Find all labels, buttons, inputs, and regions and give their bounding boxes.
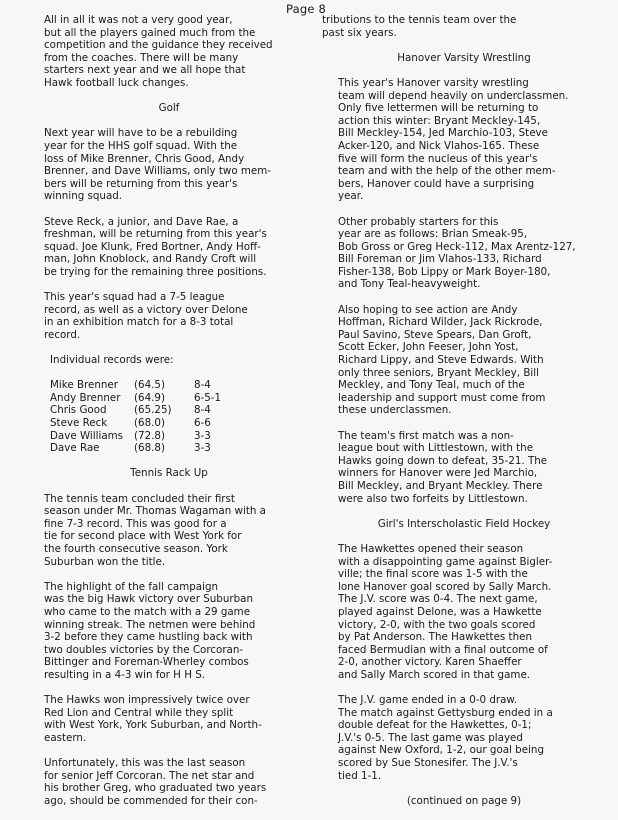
- text-line: This year's squad had a 7-5 league: [44, 291, 225, 304]
- text-line: Brenner, and Dave Williams, only two mem-: [44, 165, 272, 178]
- page-number: Page 8: [286, 2, 327, 16]
- text-line: Red Lion and Central while they split: [44, 706, 234, 719]
- text-line: Steve Reck, a junior, and Dave Rae, a: [44, 215, 239, 228]
- wrestling-paragraph-2: [322, 216, 606, 292]
- text-line: be trying for the remaining three positions.: [44, 265, 267, 278]
- text-line: by Pat Anderson. The Hawkettes then: [338, 631, 532, 644]
- text-line: past six years.: [322, 26, 397, 39]
- text-line: tie for second place with West York for: [44, 530, 242, 543]
- text-line: with a disappointing game against Bigler-: [338, 555, 553, 568]
- text-line: Also hoping to see action are Andy: [338, 303, 518, 316]
- wrestling-heading: Hanover Varsity Wrestling: [397, 51, 531, 64]
- text-line: played against Delone, was a Hawkette: [338, 605, 542, 618]
- text-line: victory, 2-0, with the two goals scored: [338, 618, 536, 631]
- text-line: season under Mr. Thomas Wagaman with a: [44, 505, 266, 518]
- text-line: Hawks going down to defeat, 35-21. The: [338, 454, 548, 467]
- average: (64.5): [134, 379, 165, 392]
- text-line: The highlight of the fall campaign: [44, 580, 219, 593]
- text-line: man, John Knoblock, and Randy Croft will: [44, 253, 257, 266]
- text-line: from the coaches. There will be many: [44, 51, 239, 64]
- text-line: Bill Meckley-154, Jed Marchio-103, Steve: [338, 127, 548, 140]
- text-line: the fourth consecutive season. York: [44, 542, 228, 555]
- text-line: year.: [338, 190, 364, 203]
- text-line: resulting in a 4-3 win for H H S.: [44, 668, 206, 681]
- text-line: winning streak. The netmen were behind: [44, 618, 256, 631]
- text-line: tributions to the tennis team over the: [322, 14, 517, 26]
- text-line: lone Hanover goal scored by Sally March.: [338, 580, 552, 593]
- wrestling-paragraph-1: [322, 77, 606, 203]
- text-line: winners for Hanover were Jed Marchio,: [338, 467, 538, 480]
- text-line: squad. Joe Klunk, Fred Bortner, Andy Hoff-: [44, 240, 261, 253]
- text-line: scored by Sue Stonesifer. The J.V.'s: [338, 757, 518, 770]
- text-line: Bob Gross or Greg Heck-112, Max Arentz-127,: [338, 240, 576, 253]
- player-name: Steve Reck: [50, 417, 108, 429]
- tennis-continuation: [322, 14, 606, 39]
- text-line: ville; the final score was 1-5 with the: [338, 568, 528, 581]
- average: (72.8): [134, 429, 165, 442]
- text-line: Paul Savino, Steve Spears, Dan Groft,: [338, 328, 532, 341]
- text-line: two doubles victories by the Corcoran-: [44, 643, 244, 656]
- text-line: his brother Greg, who graduated two years: [44, 782, 267, 795]
- text-line: these underclassmen.: [338, 404, 452, 417]
- text-line: only three seniors, Bryant Meckley, Bill: [338, 366, 539, 379]
- text-line: The Hawkettes opened their season: [338, 542, 524, 555]
- text-line: Suburban won the title.: [44, 555, 166, 568]
- tennis-paragraph-2: [28, 581, 310, 682]
- left-column: [28, 14, 310, 820]
- text-line: was the big Hawk victory over Suburban: [44, 593, 253, 606]
- text-line: were also two forfeits by Littlestown.: [338, 492, 528, 505]
- record-row: [50, 430, 221, 443]
- text-line: loss of Mike Brenner, Chris Good, Andy: [44, 152, 245, 165]
- text-line: Bill Meckley, and Bryant Meckley. There: [338, 479, 543, 492]
- text-line: Other probably starters for this: [338, 215, 499, 228]
- golf-paragraph-1: [28, 127, 310, 203]
- average: (65.25): [134, 404, 172, 417]
- golf-heading: Golf: [158, 102, 180, 115]
- text-line: Acker-120, and Nick Vlahos-165. These: [338, 139, 540, 152]
- football-closing-paragraph: [28, 14, 310, 90]
- text-line: team will depend heavily on underclassmen.: [338, 89, 569, 102]
- records-intro: Individual records were:: [50, 354, 174, 367]
- text-line: The Hawks won impressively twice over: [44, 694, 250, 707]
- win-loss: 8-4: [194, 379, 211, 392]
- text-line: who came to the match with a 29 game: [44, 605, 251, 618]
- record-row: [50, 379, 221, 392]
- text-line: 2-0, another victory. Karen Shaeffer: [338, 656, 522, 669]
- text-line: The J.V. game ended in a 0-0 draw.: [338, 694, 518, 707]
- text-line: in an exhibition match for a 8-3 total: [44, 316, 234, 329]
- text-line: bers, Hanover could have a surprising: [338, 177, 535, 190]
- text-line: year are as follows: Brian Smeak-95,: [338, 228, 528, 241]
- text-line: Bill Foreman or Jim Vlahos-133, Richard: [338, 253, 542, 266]
- tennis-heading: Tennis Rack Up: [130, 467, 208, 480]
- text-line: against New Oxford, 1-2, our goal being: [338, 744, 544, 757]
- wrestling-paragraph-4: [322, 430, 606, 506]
- average: (68.0): [134, 417, 165, 429]
- text-line: Hoffman, Richard Wilder, Jack Rickrode,: [338, 316, 543, 329]
- text-line: team and with the help of the other mem-: [338, 165, 556, 178]
- record-row: [50, 442, 221, 455]
- text-line: winning squad.: [44, 190, 123, 203]
- win-loss: 3-3: [194, 429, 211, 442]
- record-row: [50, 417, 221, 430]
- text-line: freshman, will be returning from this year's: [44, 228, 267, 241]
- field-hockey-paragraph-2: [322, 694, 606, 782]
- average: (68.8): [134, 442, 165, 455]
- win-loss: 8-4: [194, 404, 211, 417]
- text-line: and Tony Teal-heavyweight.: [338, 278, 481, 291]
- win-loss: 6-6: [194, 417, 211, 429]
- text-line: with West York, York Suburban, and North-: [44, 719, 262, 732]
- text-line: ago, should be commended for their con-: [44, 794, 258, 807]
- text-line: and Sally March scored in that game.: [338, 668, 531, 681]
- text-line: This year's Hanover varsity wrestling: [338, 76, 529, 89]
- text-line: bers will be returning from this year's: [44, 177, 238, 190]
- text-line: five will form the nucleus of this year's: [338, 152, 538, 165]
- text-line: faced Bermudian with a final outcome of: [338, 643, 548, 656]
- right-column: [322, 14, 606, 807]
- record-row: [50, 392, 221, 405]
- text-line: Bittinger and Foreman-Wherley combos: [44, 656, 249, 669]
- text-line: record, as well as a victory over Delone: [44, 303, 248, 316]
- text-line: The match against Gettysburg ended in a: [338, 706, 553, 719]
- text-line: Meckley, and Tony Teal, much of the: [338, 379, 525, 392]
- tennis-paragraph-3: [28, 694, 310, 744]
- continued-note: (continued on page 9): [406, 794, 522, 807]
- field-hockey-heading: Girl's Interscholastic Field Hockey: [377, 517, 551, 530]
- text-line: double defeat for the Hawkettes, 0-1;: [338, 719, 532, 732]
- text-line: starters next year and we all hope that: [44, 64, 246, 77]
- text-line: The team's first match was a non-: [338, 429, 514, 442]
- text-line: eastern.: [44, 731, 87, 744]
- record-row: [50, 404, 221, 417]
- text-line: The tennis team concluded their first: [44, 492, 235, 505]
- text-line: but all the players gained much from the: [44, 26, 256, 39]
- text-line: tied 1-1.: [338, 769, 382, 782]
- golf-paragraph-2: [28, 216, 310, 279]
- text-line: J.V.'s 0-5. The last game was played: [338, 731, 523, 744]
- text-line: The J.V. score was 0-4. The next game,: [338, 593, 538, 606]
- text-line: 3-2 before they came hustling back with: [44, 631, 253, 644]
- tennis-paragraph-1: [28, 493, 310, 569]
- player-name: Dave Rae: [50, 442, 100, 455]
- average: (64.9): [134, 391, 165, 404]
- player-name: Chris Good: [50, 404, 107, 417]
- text-line: fine 7-3 record. This was good for a: [44, 517, 227, 530]
- golf-records-table: [50, 379, 221, 455]
- wrestling-paragraph-3: [322, 304, 606, 417]
- text-line: year for the HHS golf squad. With the: [44, 139, 238, 152]
- player-name: Dave Williams: [50, 429, 124, 442]
- text-line: Scott Ecker, John Feeser, John Yost,: [338, 341, 519, 354]
- text-line: action this winter: Bryant Meckley-145,: [338, 114, 541, 127]
- text-line: Hawk football luck changes.: [44, 76, 189, 89]
- player-name: Andy Brenner: [50, 391, 121, 404]
- text-line: Richard Lippy, and Steve Edwards. With: [338, 354, 544, 367]
- text-line: Next year will have to be a rebuilding: [44, 127, 238, 140]
- text-line: league bout with Littlestown, with the: [338, 442, 534, 455]
- text-line: Fisher-138, Bob Lippy or Mark Boyer-180,: [338, 265, 551, 278]
- text-line: record.: [44, 328, 81, 341]
- win-loss: 3-3: [194, 442, 211, 455]
- win-loss: 6-5-1: [194, 391, 222, 404]
- text-line: Unfortunately, this was the last season: [44, 757, 246, 770]
- text-line: competition and the guidance they received: [44, 39, 273, 52]
- golf-paragraph-3: [28, 291, 310, 341]
- text-line: for senior Jeff Corcoran. The net star and: [44, 769, 255, 782]
- text-line: leadership and support must come from: [338, 391, 546, 404]
- text-line: All in all it was not a very good year,: [44, 14, 233, 26]
- player-name: Mike Brenner: [50, 379, 118, 392]
- field-hockey-paragraph-1: [322, 543, 606, 682]
- text-line: Only five lettermen will be returning to: [338, 102, 539, 115]
